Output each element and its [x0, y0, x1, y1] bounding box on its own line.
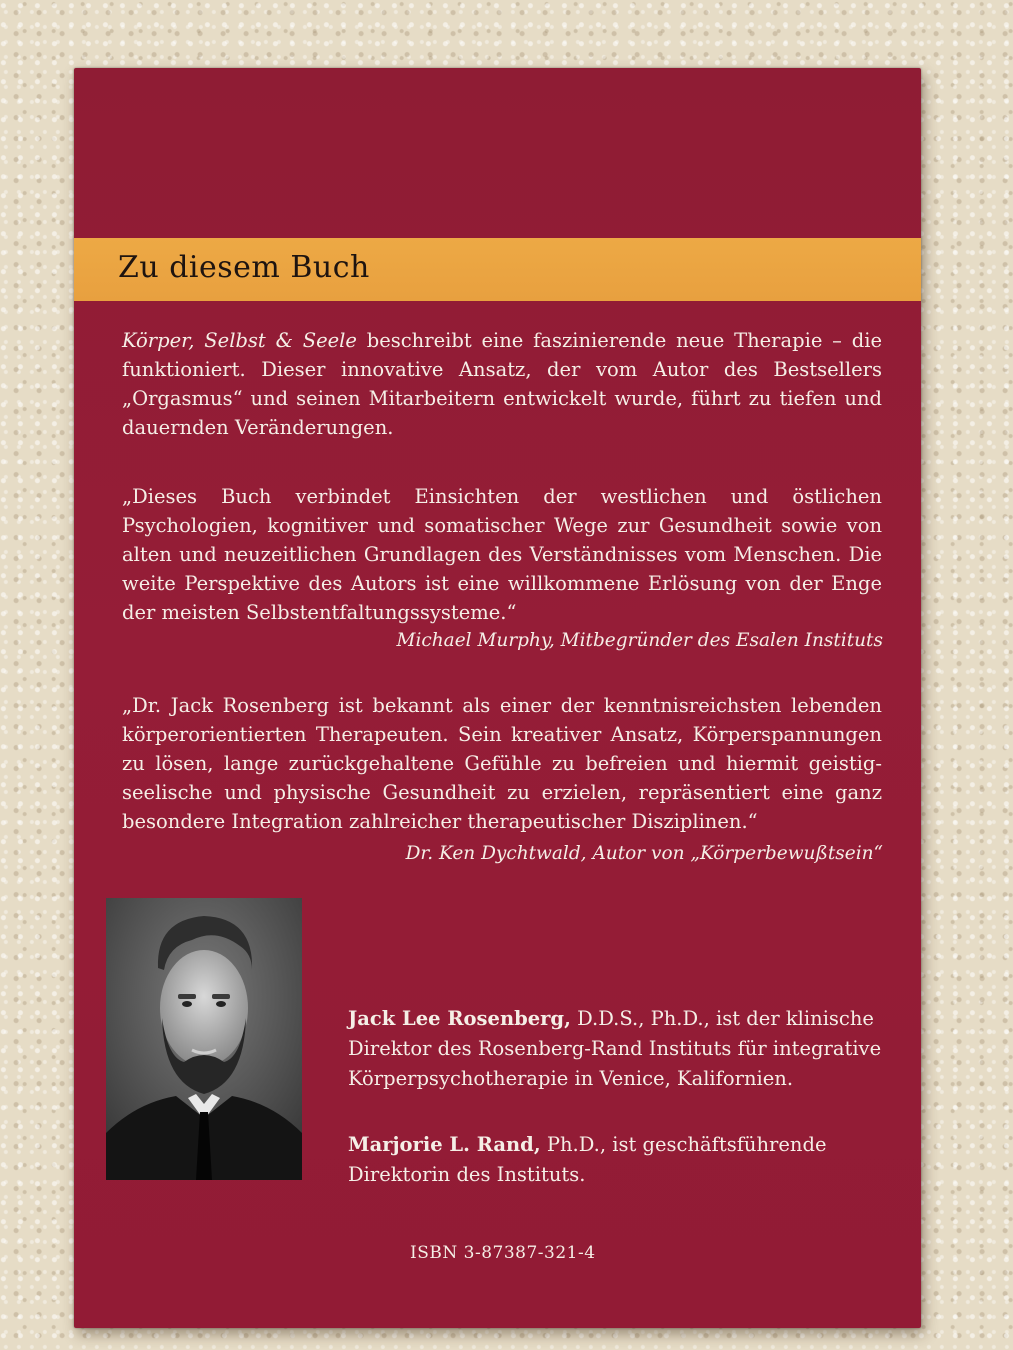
- quote-dychtwald: „Dr. Jack Rosenberg ist bekannt als einer der kenntnisreichsten lebenden körperorientierten Therapeuten. Sein kreativer Ansatz, Körperspannungen zu lösen, lange zurückgehaltene Gefühle zu befreien und hiermit geistig-seelische und physische Gesundheit zu erzielen, repräsentiert eine ganz besondere Integration zahlreicher therapeutischer Disziplinen.“: [122, 694, 882, 833]
- attribution-dychtwald: Dr. Ken Dychtwald, Autor von „Körperbewußtsein“: [405, 843, 883, 864]
- author-text-rand: Ph.D., ist geschäftsführende Direktorin des Instituts.: [348, 1133, 827, 1186]
- book-back-cover: [74, 68, 921, 1328]
- heading-band: [74, 238, 921, 301]
- author-name-rosenberg: Jack Lee Rosenberg,: [348, 1007, 571, 1030]
- author-bio-rand: [348, 1130, 908, 1190]
- quote-murphy: „Dieses Buch verbindet Einsichten der westlichen und östlichen Psychologien, kognitiver und somatischer Wege zur Gesundheit sowie von alten und neuzeitlichen Grundlagen des Verständnisses vom Menschen. Die weite Perspektive des Autors ist eine willkommene Erlösung von der Enge der meisten Selbstentfaltungssysteme.“: [122, 485, 882, 624]
- intro-paragraph: [122, 326, 882, 442]
- author-name-rand: Marjorie L. Rand,: [348, 1133, 541, 1156]
- section-heading: Zu diesem Buch: [118, 250, 370, 285]
- book-title-italic: Körper, Selbst & Seele: [122, 329, 357, 352]
- intro-text: beschreibt eine faszinierende neue Therapie – die funktioniert. Dieser innovative Ansatz, der vom Autor des Bestsellers „Orgasmus“ und seinen Mitarbeitern entwickelt wurde, führt zu tiefen und dauernden Veränderungen.: [122, 329, 882, 439]
- author-bio-rosenberg: [348, 1004, 908, 1094]
- author-text-rosenberg: D.D.S., Ph.D., ist der klinische Direktor des Rosenberg-Rand Instituts für integrative Körperpsychotherapie in Venice, Kalifornien.: [348, 1007, 882, 1090]
- isbn-number: ISBN 3-87387-321-4: [410, 1243, 596, 1263]
- attribution-murphy: Michael Murphy, Mitbegründer des Esalen Instituts: [396, 630, 883, 651]
- author-photo: [106, 898, 302, 1180]
